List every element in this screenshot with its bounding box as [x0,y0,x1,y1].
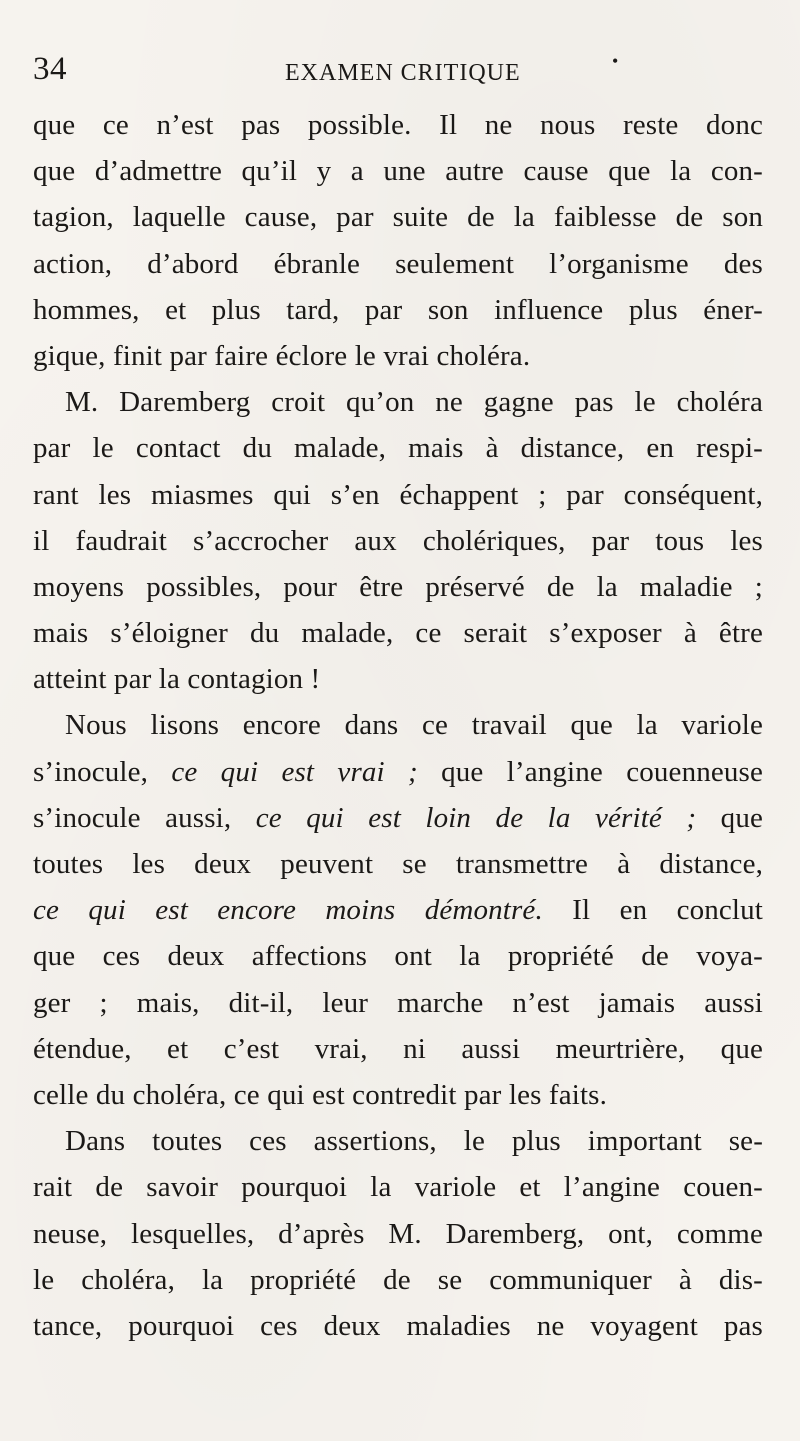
text-segment: étendue, et c’est vrai, ni aussi meurtrière, que [33,1032,763,1065]
text-line [33,1211,763,1257]
body-text [33,102,763,1349]
text-line [33,472,763,518]
text-segment: Il en conclut [542,894,764,927]
text-line [33,425,763,471]
text-line [33,1072,763,1118]
text-segment: Dans toutes ces assertions, le plus important se- [65,1125,763,1158]
text-line [33,333,763,379]
text-segment: tance, pourquoi ces deux maladies ne voyagent pas [33,1309,763,1342]
text-segment: tagion, laquelle cause, par suite de la faiblesse de son [33,201,763,234]
text-line [33,933,763,979]
italic-text-segment: ce qui est loin de la vérité ; [255,801,697,834]
text-segment: le choléra, la propriété de se communiquer à dis- [33,1263,763,1296]
text-line [33,194,763,240]
text-line [33,564,763,610]
text-segment: atteint par la contagion ! [33,663,321,696]
text-segment: que l’angine couenneuse [417,755,763,788]
text-segment: gique, finit par faire éclore le vrai choléra. [33,339,531,372]
italic-text-segment: ce qui est encore moins démontré. [33,894,543,927]
text-line [33,1026,763,1072]
text-segment: celle du choléra, ce qui est contredit par les faits. [33,1078,608,1111]
running-head [33,42,773,92]
text-segment: il faudrait s’accrocher aux cholériques, par tous les [33,524,763,557]
text-segment: rant les miasmes qui s’en échappent ; par conséquent, [33,478,763,511]
text-line [33,1118,763,1164]
text-segment: moyens possibles, pour être préservé de la maladie ; [33,570,763,603]
text-segment: ger ; mais, dit-il, leur marche n’est jamais aussi [33,986,763,1019]
text-line [33,1303,763,1349]
text-segment: neuse, lesquelles, d’après M. Daremberg, ont, comme [33,1217,763,1250]
text-segment: s’inocule aussi, [33,801,256,834]
running-title: EXAMEN CRITIQUE [285,60,521,86]
italic-text-segment: ce qui est vrai ; [171,755,418,788]
text-line [33,241,763,287]
text-line [33,1257,763,1303]
text-segment: M. Daremberg croit qu’on ne gagne pas le choléra [65,386,763,419]
text-segment: par le contact du malade, mais à distance, en respi- [33,432,763,465]
text-line [33,841,763,887]
text-line [33,518,763,564]
text-segment: que d’admettre qu’il y a une autre cause que la con- [33,155,763,188]
text-segment: s’inocule, [33,755,172,788]
text-line [33,887,763,933]
text-segment: que [696,801,763,834]
text-segment: rait de savoir pourquoi la variole et l’angine couen- [33,1171,763,1204]
text-line [33,702,763,748]
page-number: 34 [33,51,67,87]
text-segment: que ce n’est pas possible. Il ne nous reste donc [33,109,763,141]
header-mark: • [612,51,619,71]
text-segment: Nous lisons encore dans ce travail que la variole [65,709,763,742]
text-line [33,102,763,148]
text-segment: mais s’éloigner du malade, ce serait s’exposer à être [33,617,763,650]
text-segment: que ces deux affections ont la propriété de voya- [33,940,763,973]
text-line [33,610,763,656]
text-line [33,656,763,702]
text-line [33,980,763,1026]
text-line [33,287,763,333]
text-segment: toutes les deux peuvent se transmettre à distance, [33,848,763,880]
text-line [33,148,763,194]
text-line [33,749,763,795]
text-line [33,795,763,841]
text-line [33,379,763,425]
text-segment: hommes, et plus tard, par son influence plus éner- [33,293,763,326]
text-segment: action, d’abord ébranle seulement l’organisme des [33,247,763,280]
text-line [33,1164,763,1210]
